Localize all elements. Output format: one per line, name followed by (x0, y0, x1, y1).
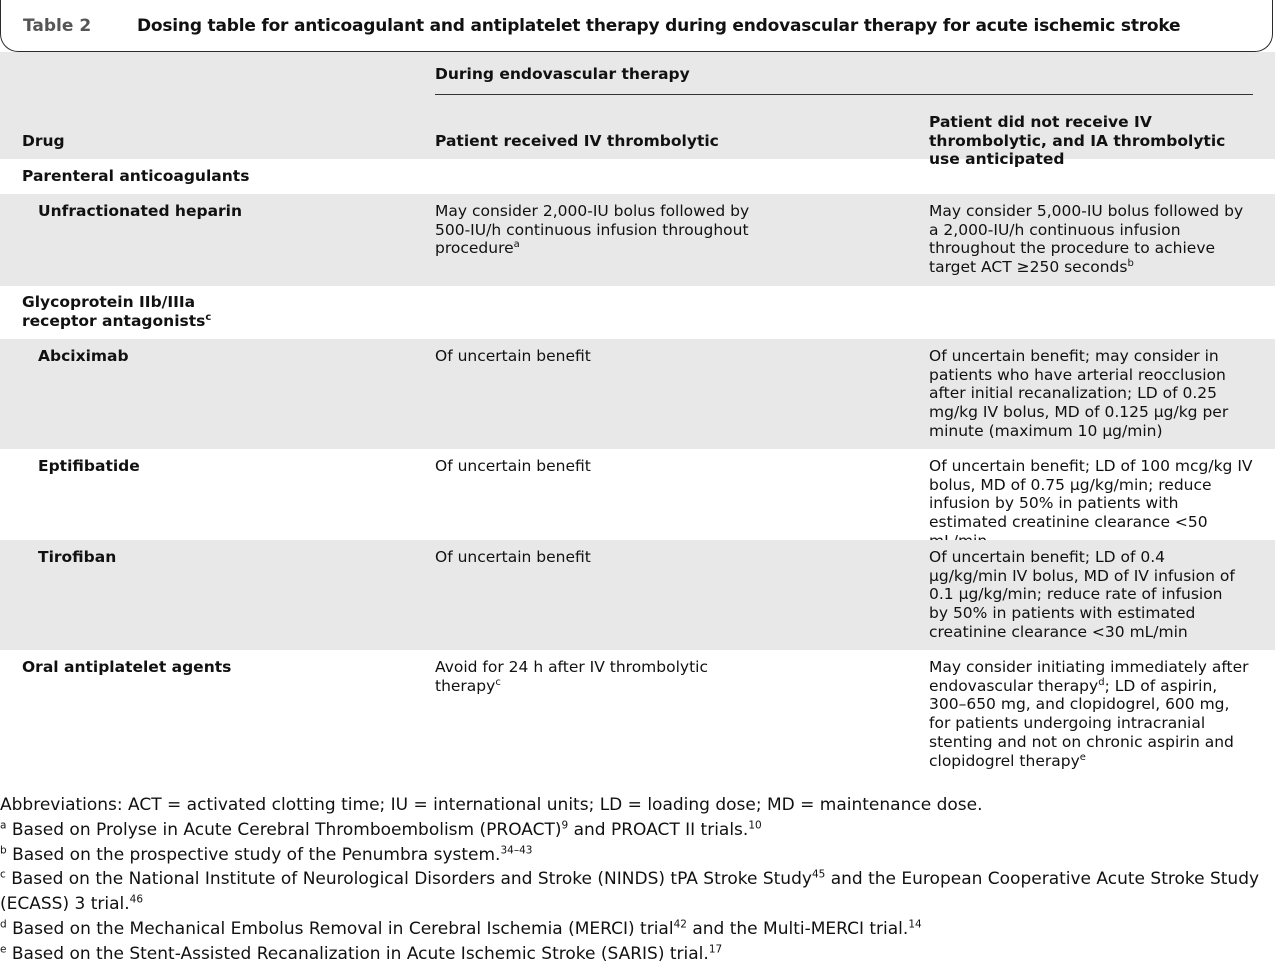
row-label-abciximab: Abciximab (38, 347, 129, 365)
tirofiban-not-received: Of uncertain benefit; LD of 0.4 μg/kg/min IV bolus, MD of IV infusion of 0.1 μg/kg/min; reduce rate of infusion by 50% in patients with estimated creatinine clearance <30 mL/min (929, 548, 1235, 641)
oral-received: Avoid for 24 h after IV thrombolytic therapy$^c$ (435, 658, 708, 695)
oral-not-received: May consider initiating immediately after endovascular therapy$^d$; LD of aspirin, 300–650 mg, and clopidogrel, 600 mg, for patients undergoing intracranial stenting and not on chronic aspirin and clopidogrel therapy$^e$ (929, 658, 1249, 770)
group-header-rule (435, 94, 1253, 95)
footnote-abbreviations: Abbreviations: ACT = activated clotting time; IU = international units; LD = loading dose; MD = maintenance dose. (0, 795, 983, 815)
col-header-drug: Drug (22, 132, 65, 150)
table-row (0, 159, 1275, 194)
table-row (0, 540, 1275, 650)
table-title: Dosing table for anticoagulant and antiplatelet therapy during endovascular therapy for acute ischemic stroke (137, 16, 1181, 36)
table-row (0, 650, 1275, 778)
heparin-not-received: May consider 5,000-IU bolus followed by a 2,000-IU/h continuous infusion throughout the procedure to achieve target ACT ≥250 seconds$^b$ (929, 202, 1244, 277)
tirofiban-received: Of uncertain benefit (435, 548, 591, 566)
heparin-received: May consider 2,000-IU bolus followed by 500-IU/h continuous infusion throughout procedure$^a$ (435, 202, 750, 258)
table-row (0, 286, 1275, 339)
table-label: Table 2 (23, 16, 92, 36)
row-label-gp: Glycoprotein IIb/IIIa receptor antagonists$^c$ (22, 293, 212, 330)
row-label-eptifibatide: Eptifibatide (38, 457, 140, 475)
eptifibatide-not-received: Of uncertain benefit; LD of 100 mcg/kg IV bolus, MD of 0.75 μg/kg/min; reduce infusion by 50% in patients with estimated creatinine clearance <50 (929, 457, 1253, 532)
footnote-d: $^d$ Based on the Mechanical Embolus Removal in Cerebral Ischemia (MERCI) trial$^{42}$ and the Multi-MERCI trial.$^{14}$ (0, 918, 922, 939)
col-header-received: Patient received IV thrombolytic (435, 132, 719, 150)
col-header-not-received: Patient did not receive IV thrombolytic, and IA thrombolytic use anticipated (929, 113, 1226, 169)
row-label-oral: Oral antiplatelet agents (22, 658, 232, 676)
table-title-box (0, 0, 1273, 52)
eptifibatide-received: Of uncertain benefit (435, 457, 591, 475)
table-row (0, 339, 1275, 449)
table-footnotes (0, 793, 1275, 967)
footnote-c: $^c$ Based on the National Institute of Neurological Disorders and Stroke (NINDS) tPA Stroke Study$^{45}$ and the European Cooperative Acute Stroke Study (ECASS) 3 trial.$^{46}$ (0, 868, 1260, 915)
footnote-a: $^a$ Based on Prolyse in Acute Cerebral Thromboembolism (PROACT)$^9$ and PROACT II trials.$^{10}$ (0, 819, 762, 840)
row-label-tirofiban: Tirofiban (38, 548, 117, 566)
table-row (0, 194, 1275, 286)
footnote-e: $^e$ Based on the Stent-Assisted Recanalization in Acute Ischemic Stroke (SARIS) trial.$^{17}$ (0, 943, 723, 964)
abciximab-not-received: Of uncertain benefit; may consider in patients who have arterial reocclusion after initial recanalization; LD of 0.25 mg/kg IV bolus, MD of 0.125 μg/kg per minute (maximum 10 μg/min) (929, 347, 1229, 440)
row-label-parenteral: Parenteral anticoagulants (22, 167, 250, 185)
footnote-b: $^b$ Based on the prospective study of the Penumbra system.$^{34-43}$ (0, 843, 533, 865)
table-row (0, 449, 1275, 540)
abciximab-received: Of uncertain benefit (435, 347, 591, 365)
row-label-heparin: Unfractionated heparin (38, 202, 243, 220)
table-header-row (0, 52, 1275, 169)
group-header: During endovascular therapy (435, 65, 690, 83)
